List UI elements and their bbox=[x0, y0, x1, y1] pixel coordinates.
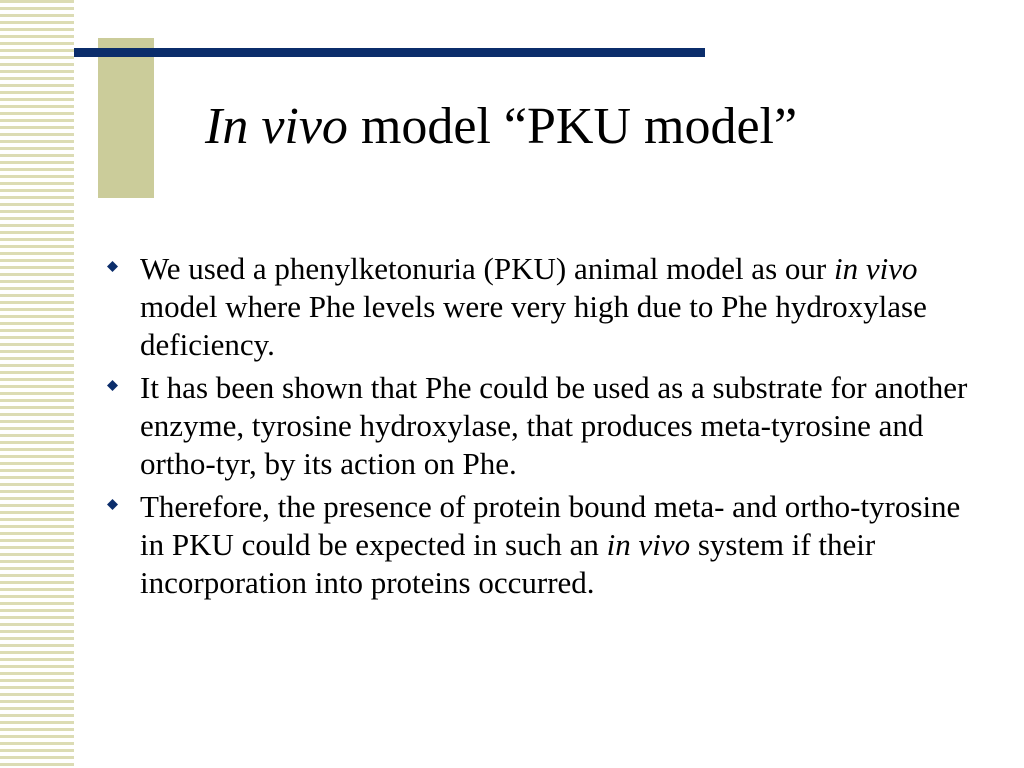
bullet-item-incorporation bbox=[100, 488, 980, 602]
slide-title-rest: model “PKU model” bbox=[347, 98, 798, 155]
title-rule bbox=[74, 48, 705, 57]
bullet-text: We used a phenylketonuria (PKU) animal model as our bbox=[140, 251, 834, 286]
diamond-bullet-icon bbox=[107, 380, 118, 391]
decorative-side-stripes bbox=[0, 0, 74, 768]
bullet-text: Therefore, the presence of protein bound meta- and ortho-tyrosine in PKU could be expected in such an bbox=[140, 489, 961, 562]
bullet-text-italic: in vivo bbox=[606, 527, 691, 562]
bullet-text: It has been shown that Phe could be used as a substrate for another enzyme, tyrosine hydroxylase, that produces meta-tyrosine and ortho-tyr, by its action on Phe. bbox=[140, 370, 968, 481]
bullet-text: model where Phe levels were very high due to Phe hydroxylase deficiency. bbox=[140, 289, 927, 362]
diamond-bullet-icon bbox=[107, 499, 118, 510]
bullet-item-pku-model bbox=[100, 250, 980, 364]
slide-title bbox=[205, 96, 797, 158]
bullet-text-italic: in vivo bbox=[833, 251, 918, 286]
bullet-list bbox=[100, 250, 980, 607]
bullet-item-tyrosine-hydroxylase bbox=[100, 369, 980, 483]
decorative-accent-bar bbox=[98, 38, 154, 198]
slide-title-italic: In vivo bbox=[205, 98, 348, 155]
diamond-bullet-icon bbox=[107, 261, 118, 272]
bullet-text: system if their incorporation into proteins occurred. bbox=[140, 527, 876, 600]
